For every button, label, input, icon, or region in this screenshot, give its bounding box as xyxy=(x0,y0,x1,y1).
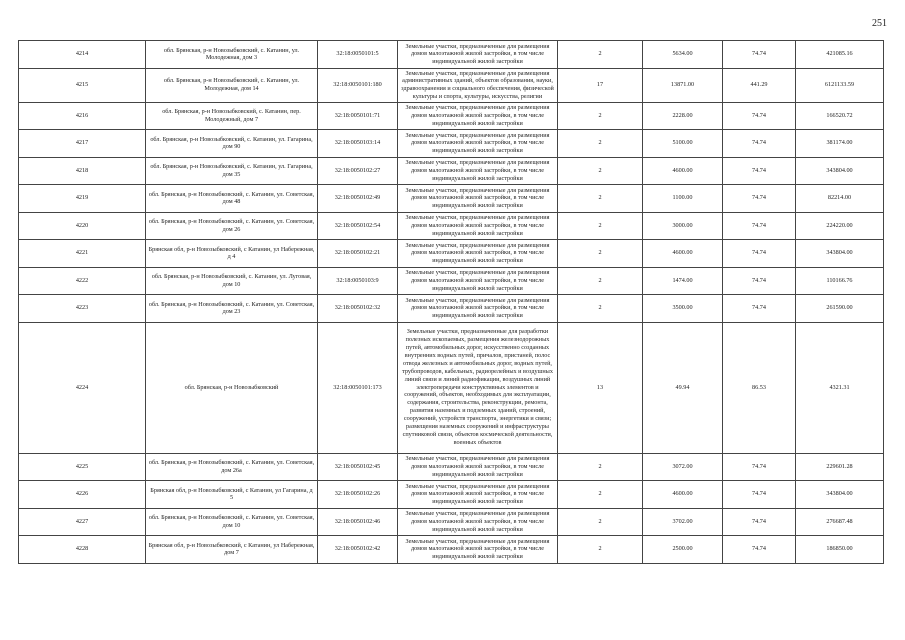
row-land-purpose: Земельные участки, предназначенные для размещения домов малоэтажной жилой застройки, в том числе индивидуальной жилой застройки xyxy=(398,453,558,481)
row-address: обл. Брянская, р-н Новозыбковский, с. Катанин, ул. Гагарина, дом 90 xyxy=(146,130,318,158)
row-group: 2 xyxy=(558,102,643,130)
row-address: обл. Брянская, р-н Новозыбковский, с. Катанин, ул. Советская, дом 23 xyxy=(146,295,318,323)
row-cadastral-number: 32:18:0050101:180 xyxy=(318,68,398,102)
row-address: обл. Брянская, р-н Новозыбковский, с. Катанин, ул. Молодежная, дом 14 xyxy=(146,68,318,102)
row-cadastral-value: 421085.16 xyxy=(796,41,884,69)
row-rate: 74.74 xyxy=(723,295,796,323)
row-address: Брянская обл, р-н Новозыбковский, с Катанин, ул Гагарина, д 5 xyxy=(146,481,318,509)
row-land-purpose: Земельные участки, предназначенные для размещения домов малоэтажной жилой застройки, в том числе индивидуальной жилой застройки xyxy=(398,157,558,185)
row-rate: 86.53 xyxy=(723,322,796,453)
row-group: 2 xyxy=(558,41,643,69)
row-area: 2228.00 xyxy=(643,102,723,130)
row-id: 4215 xyxy=(19,68,146,102)
row-rate: 441.29 xyxy=(723,68,796,102)
row-land-purpose: Земельные участки, предназначенные для размещения домов малоэтажной жилой застройки, в том числе индивидуальной жилой застройки xyxy=(398,295,558,323)
row-land-purpose: Земельные участки, предназначенные для размещения домов малоэтажной жилой застройки, в том числе индивидуальной жилой застройки xyxy=(398,130,558,158)
row-cadastral-value: 229601.28 xyxy=(796,453,884,481)
row-cadastral-value: 343804.00 xyxy=(796,481,884,509)
table-row xyxy=(19,453,884,481)
row-area: 4600.00 xyxy=(643,481,723,509)
row-cadastral-number: 32:18:0050102:32 xyxy=(318,295,398,323)
row-address: обл. Брянская, р-н Новозыбковский, с. Катанин, ул. Молодежная, дом 3 xyxy=(146,41,318,69)
row-land-purpose: Земельные участки, предназначенные для размещения домов малоэтажной жилой застройки, в том числе индивидуальной жилой застройки xyxy=(398,185,558,213)
row-area: 4600.00 xyxy=(643,240,723,268)
row-group: 17 xyxy=(558,68,643,102)
row-land-purpose: Земельные участки, предназначенные для размещения домов малоэтажной жилой застройки, в том числе индивидуальной жилой застройки xyxy=(398,508,558,536)
row-cadastral-number: 32:18:0050102:42 xyxy=(318,536,398,564)
row-id: 4227 xyxy=(19,508,146,536)
row-area: 3072.00 xyxy=(643,453,723,481)
row-id: 4226 xyxy=(19,481,146,509)
row-cadastral-value: 4321.31 xyxy=(796,322,884,453)
row-cadastral-value: 110166.76 xyxy=(796,267,884,295)
row-group: 2 xyxy=(558,453,643,481)
row-id: 4218 xyxy=(19,157,146,185)
row-land-purpose: Земельные участки, предназначенные для размещения домов малоэтажной жилой застройки, в том числе индивидуальной жилой застройки xyxy=(398,102,558,130)
row-rate: 74.74 xyxy=(723,41,796,69)
row-area: 5100.00 xyxy=(643,130,723,158)
row-land-purpose: Земельные участки, предназначенные для размещения домов малоэтажной жилой застройки, в том числе индивидуальной жилой застройки xyxy=(398,41,558,69)
row-id: 4219 xyxy=(19,185,146,213)
row-cadastral-value: 6121133.59 xyxy=(796,68,884,102)
table-row xyxy=(19,508,884,536)
row-cadastral-value: 381174.00 xyxy=(796,130,884,158)
row-cadastral-number: 32:18:0050103:14 xyxy=(318,130,398,158)
row-rate: 74.74 xyxy=(723,185,796,213)
row-cadastral-number: 32:18:0050101:173 xyxy=(318,322,398,453)
row-cadastral-number: 32:18:0050102:27 xyxy=(318,157,398,185)
row-group: 2 xyxy=(558,130,643,158)
row-address: Брянская обл, р-н Новозыбковский, с Катанин, ул Набережная, д 4 xyxy=(146,240,318,268)
row-id: 4220 xyxy=(19,212,146,240)
row-id: 4224 xyxy=(19,322,146,453)
row-rate: 74.74 xyxy=(723,481,796,509)
table-row xyxy=(19,481,884,509)
row-group: 2 xyxy=(558,212,643,240)
row-rate: 74.74 xyxy=(723,130,796,158)
row-cadastral-number: 32:18:0050101:71 xyxy=(318,102,398,130)
row-cadastral-value: 276687.48 xyxy=(796,508,884,536)
row-area: 1474.00 xyxy=(643,267,723,295)
row-id: 4221 xyxy=(19,240,146,268)
row-address: обл. Брянская, р-н Новозыбковский, с. Катанин, ул. Советская, дом 26а xyxy=(146,453,318,481)
row-rate: 74.74 xyxy=(723,267,796,295)
row-rate: 74.74 xyxy=(723,240,796,268)
row-group: 2 xyxy=(558,481,643,509)
row-cadastral-number: 32:18:0050102:45 xyxy=(318,453,398,481)
land-registry-table xyxy=(18,40,884,564)
table-body xyxy=(19,41,884,564)
row-land-purpose: Земельные участки, предназначенные для разработки полезных ископаемых, размещения железнодорожных путей, автомобильных дорог, искусственно созданных внутренних водных путей, причалов, пристаней, полос отвода железных и автомобильных дорог, водных путей, трубопроводов, кабельных, радиорелейных и воздушных линий связи и линий радиофикации, воздушных линий электропередачи конструктивных элементов и сооружений, объектов, необходимых для эксплуатации, содержания, строительства, реконструкции, ремонта, развития наземных и подземных зданий, строений, сооружений, устройств транспорта, энергетики и связи; размещения наземных сооружений и инфраструктуры спутниковой связи, объектов космической деятельности, военных объектов xyxy=(398,322,558,453)
row-land-purpose: Земельные участки, предназначенные для размещения домов малоэтажной жилой застройки, в том числе индивидуальной жилой застройки xyxy=(398,267,558,295)
row-address: обл. Брянская, р-н Новозыбковский, с. Катанин, ул. Гагарина, дом 35 xyxy=(146,157,318,185)
row-area: 13871.00 xyxy=(643,68,723,102)
row-rate: 74.74 xyxy=(723,536,796,564)
row-rate: 74.74 xyxy=(723,102,796,130)
row-cadastral-number: 32:18:0050102:21 xyxy=(318,240,398,268)
row-land-purpose: Земельные участки, предназначенные для размещения домов малоэтажной жилой застройки, в том числе индивидуальной жилой застройки xyxy=(398,212,558,240)
table-row xyxy=(19,185,884,213)
row-group: 2 xyxy=(558,240,643,268)
table-row xyxy=(19,157,884,185)
row-area: 3500.00 xyxy=(643,295,723,323)
row-cadastral-value: 343804.00 xyxy=(796,157,884,185)
table-row xyxy=(19,102,884,130)
table-row xyxy=(19,267,884,295)
row-cadastral-number: 32:18:0050102:54 xyxy=(318,212,398,240)
row-id: 4222 xyxy=(19,267,146,295)
row-rate: 74.74 xyxy=(723,453,796,481)
row-group: 2 xyxy=(558,508,643,536)
table-row xyxy=(19,240,884,268)
row-cadastral-number: 32:18:0050103:9 xyxy=(318,267,398,295)
table-row xyxy=(19,41,884,69)
row-id: 4216 xyxy=(19,102,146,130)
row-cadastral-number: 32:18:0050102:49 xyxy=(318,185,398,213)
row-id: 4228 xyxy=(19,536,146,564)
row-land-purpose: Земельные участки, предназначенные для размещения домов малоэтажной жилой застройки, в том числе индивидуальной жилой застройки xyxy=(398,240,558,268)
row-rate: 74.74 xyxy=(723,508,796,536)
row-cadastral-value: 82214.00 xyxy=(796,185,884,213)
row-cadastral-number: 32:18:0050102:26 xyxy=(318,481,398,509)
row-cadastral-value: 186850.00 xyxy=(796,536,884,564)
row-area: 5634.00 xyxy=(643,41,723,69)
row-id: 4223 xyxy=(19,295,146,323)
row-group: 2 xyxy=(558,267,643,295)
row-cadastral-value: 224220.00 xyxy=(796,212,884,240)
row-address: обл. Брянская, р-н Новозыбковский xyxy=(146,322,318,453)
row-id: 4214 xyxy=(19,41,146,69)
row-land-purpose: Земельные участки, предназначенные для размещения административных зданий, объектов образования, науки, здравоохранения и социального обеспечения, физической культуры и спорта, культуры, искусства, религии xyxy=(398,68,558,102)
row-id: 4217 xyxy=(19,130,146,158)
row-group: 13 xyxy=(558,322,643,453)
row-address: обл. Брянская, р-н Новозыбковский, с. Катанин, ул. Советская, дом 10 xyxy=(146,508,318,536)
table-row xyxy=(19,68,884,102)
table-row xyxy=(19,536,884,564)
row-cadastral-value: 343804.00 xyxy=(796,240,884,268)
row-rate: 74.74 xyxy=(723,212,796,240)
row-area: 3702.00 xyxy=(643,508,723,536)
row-land-purpose: Земельные участки, предназначенные для размещения домов малоэтажной жилой застройки, в том числе индивидуальной жилой застройки xyxy=(398,536,558,564)
row-group: 2 xyxy=(558,295,643,323)
row-group: 2 xyxy=(558,536,643,564)
row-rate: 74.74 xyxy=(723,157,796,185)
row-group: 2 xyxy=(558,185,643,213)
row-cadastral-value: 261590.00 xyxy=(796,295,884,323)
row-area: 1100.00 xyxy=(643,185,723,213)
row-address: обл. Брянская, р-н Новозыбковский, с. Катанин, ул. Луговая, дом 10 xyxy=(146,267,318,295)
row-cadastral-value: 166520.72 xyxy=(796,102,884,130)
table-row xyxy=(19,322,884,453)
row-cadastral-number: 32:18:0050102:46 xyxy=(318,508,398,536)
row-cadastral-number: 32:18:0050101:5 xyxy=(318,41,398,69)
row-area: 49.94 xyxy=(643,322,723,453)
row-id: 4225 xyxy=(19,453,146,481)
page-number: 251 xyxy=(872,18,887,29)
table-row xyxy=(19,295,884,323)
row-area: 2500.00 xyxy=(643,536,723,564)
row-area: 3000.00 xyxy=(643,212,723,240)
row-address: обл. Брянская, р-н Новозыбковский, с. Катанин, ул. Советская, дом 26 xyxy=(146,212,318,240)
row-group: 2 xyxy=(558,157,643,185)
row-land-purpose: Земельные участки, предназначенные для размещения домов малоэтажной жилой застройки, в том числе индивидуальной жилой застройки xyxy=(398,481,558,509)
row-area: 4600.00 xyxy=(643,157,723,185)
row-address: обл. Брянская, р-н Новозыбковский, с. Катанин, ул. Советская, дом 48 xyxy=(146,185,318,213)
table-row xyxy=(19,130,884,158)
table-row xyxy=(19,212,884,240)
row-address: Брянская обл, р-н Новозыбковский, с Катанин, ул Набережная, дом 7 xyxy=(146,536,318,564)
row-address: обл. Брянская, р-н Новозыбковский, с. Катанин, пер. Молодежный, дом 7 xyxy=(146,102,318,130)
